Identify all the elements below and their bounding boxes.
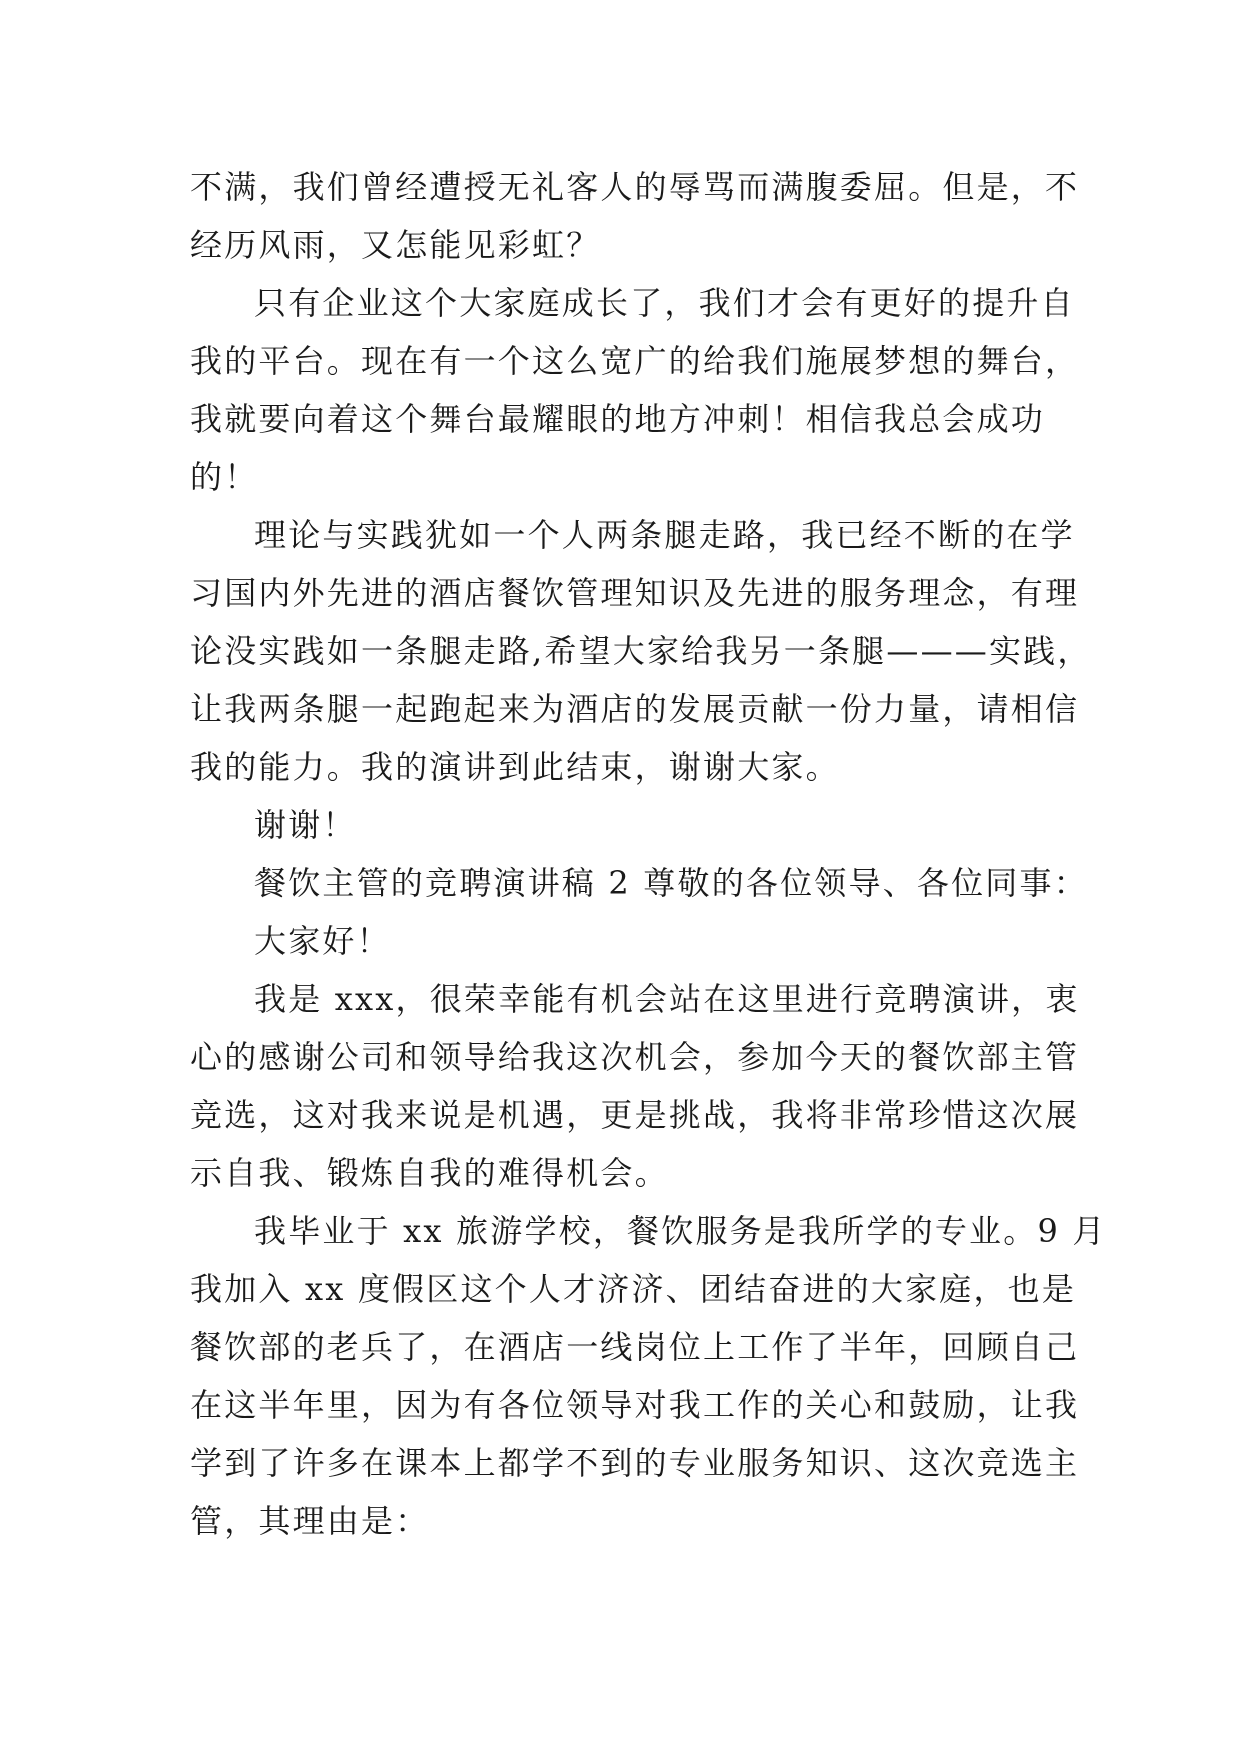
text-line: 习国内外先进的酒店餐饮管理知识及先进的服务理念，有理 bbox=[190, 574, 1080, 612]
greeting-line: 大家好！ bbox=[254, 922, 391, 960]
text-line: 论没实践如一条腿走路,希望大家给我另一条腿———实践， bbox=[190, 632, 1092, 670]
text-line: 管，其理由是： bbox=[190, 1502, 430, 1540]
text-line: 我加入 xx 度假区这个人才济济、团结奋进的大家庭，也是 bbox=[190, 1270, 1077, 1308]
text-line: 让我两条腿一起跑起来为酒店的发展贡献一份力量，请相信 bbox=[190, 690, 1080, 728]
text-line: 经历风雨，又怎能见彩虹？ bbox=[190, 226, 601, 264]
text-line: 我的平台。现在有一个这么宽广的给我们施展梦想的舞台， bbox=[190, 342, 1080, 380]
paragraph-start-line: 我毕业于 xx 旅游学校，餐饮服务是我所学的专业。9 月 bbox=[254, 1212, 1107, 1250]
paragraph-start-line: 只有企业这个大家庭成长了，我们才会有更好的提升自 bbox=[254, 284, 1075, 322]
text-line: 示自我、锻炼自我的难得机会。 bbox=[190, 1154, 669, 1192]
paragraph-start-line: 谢谢！ bbox=[254, 806, 357, 844]
text-line: 餐饮部的老兵了，在酒店一线岗位上工作了半年，回顾自己 bbox=[190, 1328, 1080, 1366]
text-line: 不满，我们曾经遭授无礼客人的辱骂而满腹委屈。但是，不 bbox=[190, 168, 1080, 206]
text-line: 我的能力。我的演讲到此结束，谢谢大家。 bbox=[190, 748, 840, 786]
text-line: 竞选，这对我来说是机遇，更是挑战，我将非常珍惜这次展 bbox=[190, 1096, 1080, 1134]
text-line: 在这半年里，因为有各位领导对我工作的关心和鼓励，让我 bbox=[190, 1386, 1080, 1424]
section-heading-line: 餐饮主管的竞聘演讲稿 2 尊敬的各位领导、各位同事： bbox=[254, 864, 1088, 902]
text-line: 的！ bbox=[190, 458, 259, 496]
body-text bbox=[190, 158, 1107, 1550]
text-line: 学到了许多在课本上都学不到的专业服务知识、这次竞选主 bbox=[190, 1444, 1080, 1482]
paragraph-start-line: 理论与实践犹如一个人两条腿走路，我已经不断的在学 bbox=[254, 516, 1075, 554]
text-line: 心的感谢公司和领导给我这次机会，参加今天的餐饮部主管 bbox=[190, 1038, 1080, 1076]
paragraph-start-line: 我是 xxx，很荣幸能有机会站在这里进行竞聘演讲，衷 bbox=[254, 980, 1080, 1018]
text-line: 我就要向着这个舞台最耀眼的地方冲刺！相信我总会成功 bbox=[190, 400, 1046, 438]
